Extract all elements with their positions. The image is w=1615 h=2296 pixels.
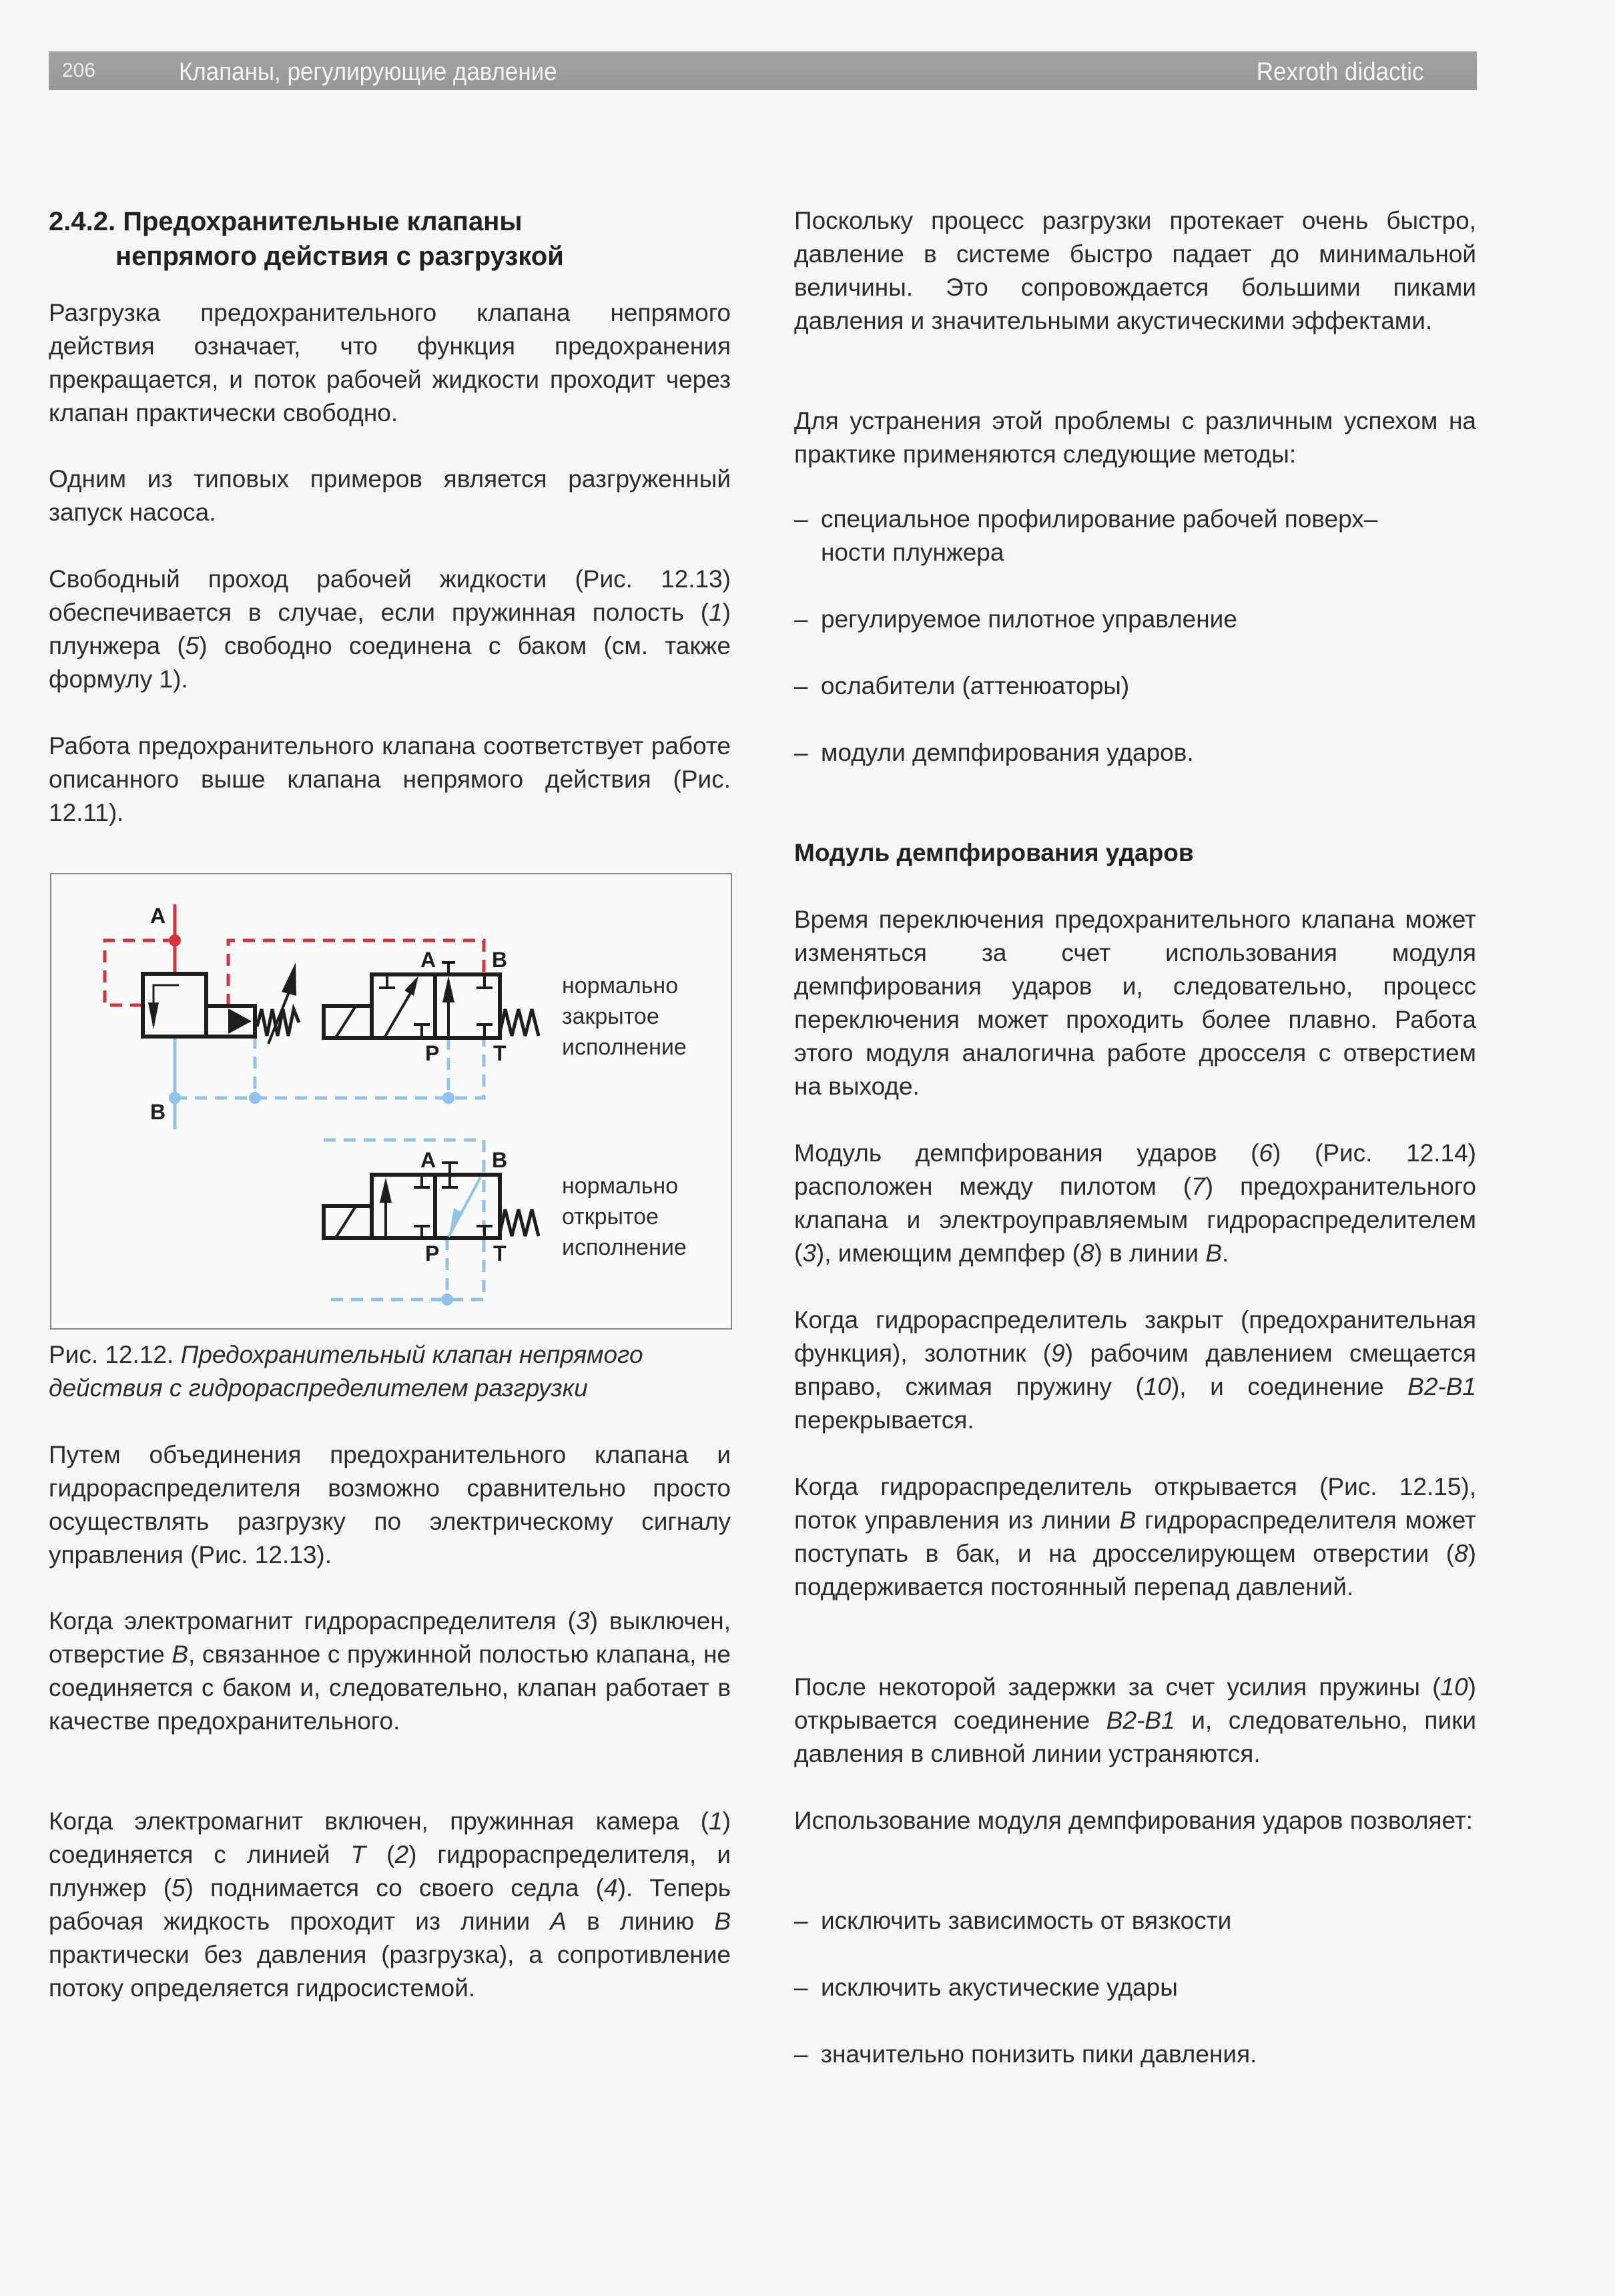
text: Когда электромагнит гидрораспределителя (3) выключен, отверстие B, связанное с пружинной полостью клапана, не соединяется с баком и, следовательно, клапан работает в качестве предохранительного.: [49, 1607, 731, 1735]
text: Когда гидрораспределитель открывается (Рис. 12.15), поток управления из линии B гидрораспределителя может поступать в бак, и на дросселирующем отверстии (8) поддерживается постоянный перепад давлений.: [794, 1473, 1476, 1601]
valve-port-t: T: [493, 1041, 507, 1065]
section-heading-line1: 2.4.2. Предохранительные клапаны: [49, 207, 523, 236]
method-item: – модули демпфирования ударов.: [794, 739, 1194, 766]
paragraph: Для устранения этой проблемы с различным успехом на практике применяются следующие методы:: [794, 407, 1476, 468]
valve2-port-a: A: [420, 1148, 436, 1172]
benefit-item: – исключить зависимость от вязкости: [794, 1907, 1232, 1934]
spring-icon: [500, 1209, 539, 1236]
method-item: – регулируемое пилотное управление: [794, 605, 1237, 633]
paragraph: [794, 1671, 1476, 1771]
caption-text: Предохранительный клапан непрямого действия с гидрораспределителем разгрузки: [49, 1341, 643, 1402]
valve-port-a: A: [420, 948, 436, 972]
text: Когда электромагнит включен, пружинная камера (1) соединяется с линией T (2) гидрораспределителя, и плунжер (5) поднимается со своего седла (4). Теперь рабочая жидкость проходит из линии A в линию B практически без давления (разгрузка), а сопротивление потоку определяется гидросистемой.: [49, 1807, 731, 2002]
text: Когда гидрораспределитель закрыт (предохранительная функция), золотник (9) рабочим давлением смещается вправо, сжимая пружину (10), и соединение B2-B1 перекрывается.: [794, 1306, 1476, 1434]
valve2-port-t: T: [493, 1241, 507, 1265]
paragraph: [49, 1805, 731, 2005]
section-heading: [49, 204, 731, 274]
paragraph: Путем объединения предохранительного клапана и гидрораспределителя возможно сравнительно просто осуществлять разгрузку по электрическому сигналу управления (Рис. 12.13).: [49, 1441, 731, 1568]
chapter-title: Клапаны, регулирующие давление: [179, 58, 557, 86]
text: Модуль демпфирования ударов (6) (Рис. 12.14) расположен между пилотом (7) предохранительного клапана и электроуправляемым гидрораспределителем (3), имеющим демпфер (8) в линии B.: [794, 1139, 1476, 1267]
port-label-a: A: [150, 904, 166, 928]
note-normally-open: нормально открытое исполнение: [562, 1173, 687, 1260]
port-label-b: B: [150, 1100, 166, 1124]
page-number: 206: [62, 59, 96, 81]
paragraph: Одним из типовых примеров является разгруженный запуск насоса.: [49, 465, 731, 526]
paragraph: [49, 1605, 731, 1738]
method-item: – специальное профилирование рабочей поверх– ности плунжера: [794, 505, 1378, 566]
paragraph: Разгрузка предохранительного клапана непрямого действия означает, что функция предохранения прекращается, и поток рабочей жидкости проходит через клапан практически свободно.: [49, 299, 731, 426]
valve-normally-closed: [324, 962, 500, 1038]
text: Свободный проход рабочей жидкости (Рис. 12.13) обеспечивается в случае, если пружинная полость (1) плунжера (5) свободно соединена с баком (см. также формулу 1).: [49, 565, 731, 693]
valve-port-b: B: [492, 948, 508, 972]
paragraph: [794, 1304, 1476, 1437]
note-normally-closed: нормально закрытое исполнение: [562, 973, 687, 1060]
valve-normally-open: [324, 1163, 500, 1238]
valve2-port-p: P: [425, 1241, 440, 1265]
method-item: – ослабители (аттенюаторы): [794, 672, 1130, 699]
paragraph: Поскольку процесс разгрузки протекает очень быстро, давление в системе быстро падает до минимальной величины. Это сопровождается большими пиками давления и значительными акустическими эффектами.: [794, 207, 1476, 334]
paragraph: [794, 1137, 1476, 1270]
paragraph: [49, 563, 731, 696]
spring-icon: [500, 1009, 539, 1036]
benefit-item: – исключить акустические удары: [794, 1974, 1178, 2001]
figure-relief-valve-diagram: [50, 873, 732, 1330]
brand-name: Rexroth didactic: [1256, 58, 1423, 86]
benefit-item: – значительно понизить пики давления.: [794, 2040, 1257, 2068]
paragraph: Использование модуля демпфирования ударов позволяет:: [794, 1807, 1474, 1834]
valve2-port-b: B: [492, 1148, 508, 1172]
adjust-arrow-icon: [282, 962, 296, 996]
figure-caption: [49, 1338, 731, 1405]
subheading: Модуль демпфирования ударов: [794, 839, 1194, 866]
paragraph: Работа предохранительного клапана соответствует работе описанного выше клапана непрямого действия (Рис. 12.11).: [49, 732, 731, 826]
section-heading-line2: непрямого действия с разгрузкой: [115, 242, 564, 271]
paragraph: Время переключения предохранительного клапана может изменяться за счет использования модуля демпфирования ударов и, следовательно, процесс переключения может проходить более плавно. Работа этого модуля аналогична работе дросселя с отверстием на выходе.: [794, 906, 1476, 1100]
paragraph: [794, 1470, 1476, 1604]
text: После некоторой задержки за счет усилия пружины (10) открывается соединение B2-B1 и, следовательно, пики давления в сливной линии устраняются.: [794, 1673, 1476, 1767]
caption-number: Рис. 12.12.: [49, 1341, 174, 1368]
running-header: [49, 51, 1477, 90]
valve-port-p: P: [425, 1041, 440, 1065]
